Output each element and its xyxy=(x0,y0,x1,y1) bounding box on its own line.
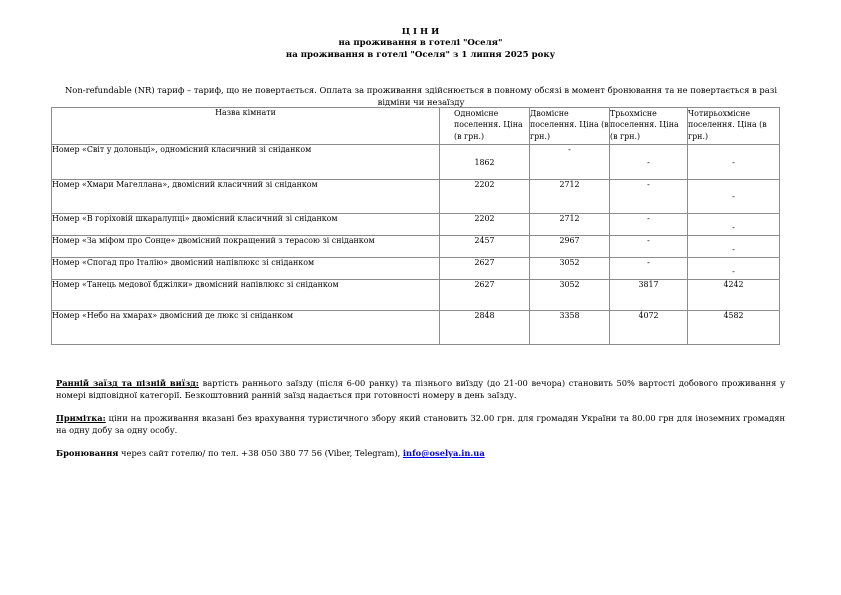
header-double: Двомісне поселення. Ціна (в грн.) xyxy=(530,108,610,145)
booking-email-link[interactable]: info@oselya.in.ua xyxy=(402,448,485,458)
early-checkin-label: Ранній заїзд та пізній виїзд: xyxy=(56,378,199,388)
table-row xyxy=(52,258,780,280)
header-quad: Чотирьохмісне поселення. Ціна (в грн.) xyxy=(688,108,780,145)
price-table xyxy=(51,107,780,345)
room-name: Номер «Танець медової бджілки» двомісний напівлюкс зі сніданком xyxy=(52,280,440,311)
price-single: 2457 xyxy=(440,236,530,258)
price-double: - xyxy=(530,145,610,180)
note-label: Примітка: xyxy=(56,413,106,423)
document-header xyxy=(0,27,841,61)
room-name: Номер «Хмари Магеллана», двомісний класичний зі сніданком xyxy=(52,180,440,214)
price-quad: - xyxy=(688,236,780,258)
price-single: 2202 xyxy=(440,214,530,236)
price-triple: 4072 xyxy=(610,311,688,345)
room-name: Номер «Небо на хмарах» двомісний де люкс зі сніданком xyxy=(52,311,440,345)
price-double: 3052 xyxy=(530,258,610,280)
tourist-tax-note xyxy=(56,413,785,436)
header-triple: Трьохмісне поселення. Ціна (в грн.) xyxy=(610,108,688,145)
document-subtitle: на проживання в готелі "Оселя" xyxy=(338,38,503,49)
table-row xyxy=(52,180,780,214)
price-triple: - xyxy=(610,145,688,180)
price-single: 2627 xyxy=(440,258,530,280)
price-quad: - xyxy=(688,145,780,180)
price-single: 1862 xyxy=(440,145,530,180)
price-triple: - xyxy=(610,258,688,280)
price-double: 3052 xyxy=(530,280,610,311)
document-subtitle-date: на проживання в готелі "Оселя" з 1 липня 2025 року xyxy=(285,49,556,60)
price-quad: - xyxy=(688,180,780,214)
room-name: Номер «В горіховій шкаралупці» двомісний класичний зі сніданком xyxy=(52,214,440,236)
table-row xyxy=(52,280,780,311)
price-triple: - xyxy=(610,236,688,258)
room-name: Номер «Спогад про Італію» двомісний напівлюкс зі сніданком xyxy=(52,258,440,280)
non-refundable-note: Non-refundable (NR) тариф – тариф, що не повертається. Оплата за проживання здійснюється в повному обсязі в момент бронювання та не повертається в разі відміни чи незаїзду xyxy=(64,85,778,107)
early-checkin-text: вартість раннього заїзду (після 6-00 ранку) та пізнього виїзду (до 21-00 вечора) становить 50% вартості добового проживання у номері відповідної категорії. Безкоштовний ранній заїзд надається при готовності номеру в день заїзду. xyxy=(56,378,785,400)
price-triple: - xyxy=(610,180,688,214)
table-row xyxy=(52,145,780,180)
table-row xyxy=(52,311,780,345)
price-quad: - xyxy=(688,258,780,280)
header-single: Одномісне поселення. Ціна (в грн.) xyxy=(440,108,530,145)
booking-info xyxy=(56,448,785,460)
price-double: 2712 xyxy=(530,180,610,214)
price-single: 2202 xyxy=(440,180,530,214)
price-double: 3358 xyxy=(530,311,610,345)
price-triple: - xyxy=(610,214,688,236)
price-double: 2967 xyxy=(530,236,610,258)
price-single: 2848 xyxy=(440,311,530,345)
table-row xyxy=(52,236,780,258)
table-header-row xyxy=(52,108,780,145)
room-name: Номер «Світ у долоньці», одномісний класичний зі сніданком xyxy=(52,145,440,180)
price-single: 2627 xyxy=(440,280,530,311)
booking-text: через сайт готелю/ по тел. +38 050 380 77 56 (Viber, Telegram), xyxy=(118,448,403,458)
price-triple: 3817 xyxy=(610,280,688,311)
early-checkin-note xyxy=(56,378,785,401)
booking-label: Бронювання xyxy=(56,448,119,458)
price-quad: 4242 xyxy=(688,280,780,311)
table-row xyxy=(52,214,780,236)
price-quad: - xyxy=(688,214,780,236)
note-text: ціни на проживання вказані без врахування туристичного збору який становить 32.00 грн. для громадян України та 80.00 грн для іноземних громадян на одну добу за одну особу. xyxy=(56,413,785,435)
room-name: Номер «За міфом про Сонце» двомісний покращений з терасою зі сніданком xyxy=(52,236,440,258)
document-title: Ц І Н И xyxy=(401,27,440,37)
header-room-name: Назва кімнати xyxy=(52,108,440,145)
price-quad: 4582 xyxy=(688,311,780,345)
price-double: 2712 xyxy=(530,214,610,236)
